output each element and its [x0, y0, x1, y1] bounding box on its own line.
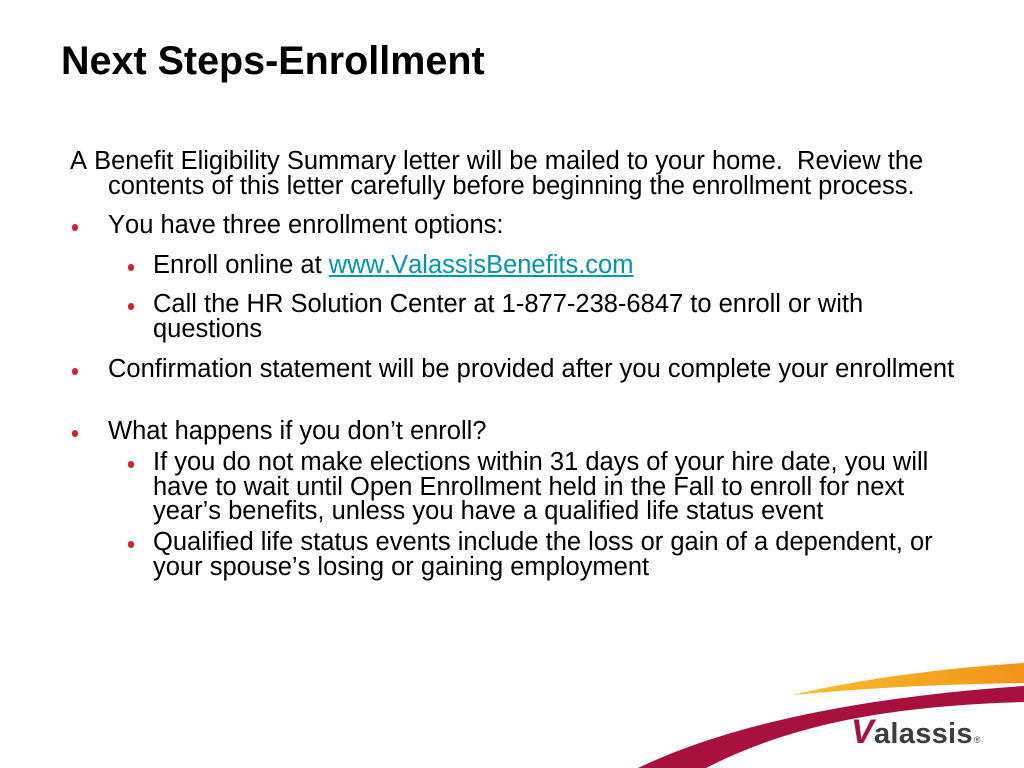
valassis-logo	[851, 713, 981, 756]
bullet-confirmation-statement	[108, 357, 968, 382]
bullet-what-if-no-enroll	[108, 419, 968, 444]
sub-bullet-election-deadline	[153, 450, 968, 524]
slide-title: Next Steps-Enrollment	[61, 39, 485, 83]
bullet-text: If you do not make elections within 31 days of your hire date, you will have to wait until Open Enrollment held in the Fall to enroll for next year’s benefits, unless you have a qualified life status event	[153, 448, 929, 525]
bullet-text: Confirmation statement will be provided after you complete your enrollment	[108, 355, 955, 383]
bullet-text: You have three enrollment options:	[108, 211, 504, 239]
sub-bullet-qualified-life-events	[153, 530, 968, 579]
bullet-enrollment-options	[108, 213, 968, 238]
bullet-text: Qualified life status events include the loss or gain of a dependent, or your spouse’s losing or gaining employment	[153, 528, 933, 581]
registered-mark: ®	[973, 735, 981, 745]
sub-bullet-enroll-online	[153, 253, 968, 278]
logo-wordmark: Valassis	[851, 713, 973, 751]
sub-bullet-hr-solution-center	[153, 292, 968, 341]
bullet-text: What happens if you don’t enroll?	[108, 417, 487, 445]
enroll-online-text: Enroll online at	[153, 251, 329, 279]
intro-paragraph: A Benefit Eligibility Summary letter will be mailed to your home. Review the contents of this letter carefully before beginning the enrollment process.	[70, 147, 931, 200]
bullet-text: Call the HR Solution Center at 1-877-238-6847 to enroll or with questions	[153, 290, 864, 343]
benefits-website-link[interactable]: www.ValassisBenefits.com	[328, 251, 634, 279]
